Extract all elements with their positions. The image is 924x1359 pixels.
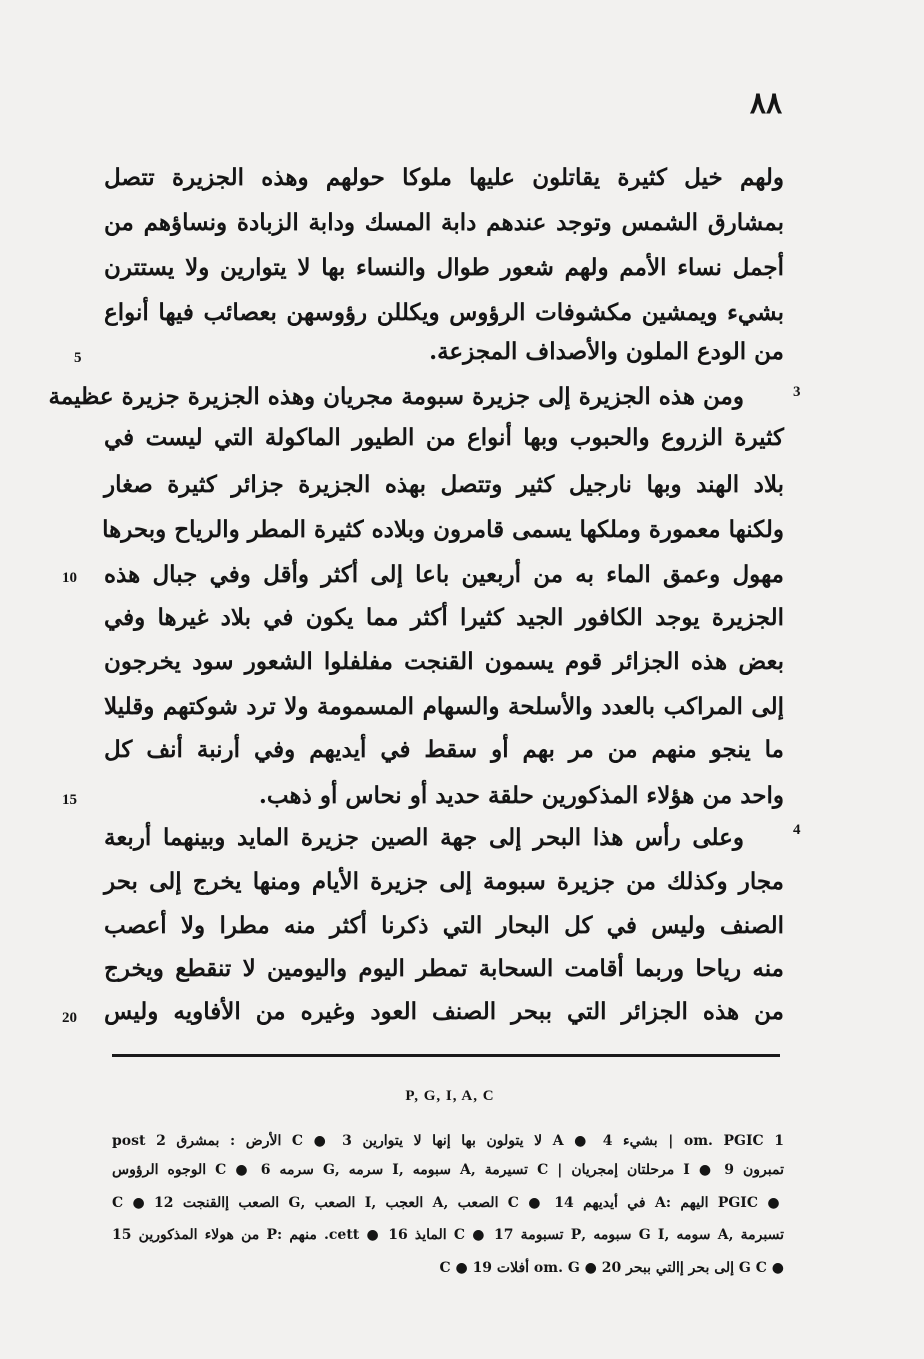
text-line: ولكنها معمورة وملكها يسمى قامرون وبلاده كثيرة المطر والرياح وبحرها: [102, 516, 784, 543]
line-number: 10: [62, 570, 77, 586]
text-line: كثيرة الزروع والحبوب وبها أنواع من الطيور الماكولة التي ليست في: [104, 424, 784, 451]
apparatus-title: P, G, I, A, C: [405, 1088, 495, 1104]
apparatus-line: ● PGIC اليهم :A في أيديهم 14 ● C الصعب ,A العجب ,I الصعب ,G الصعب إالقنجت 12 ● C: [112, 1195, 785, 1211]
text-line: مهول وعمق الماء به من أربعين باعا إلى أكثر وأقل وفي جبال هذه: [104, 561, 784, 588]
text-line: الجزيرة يوجد الكافور الجيد كثيرا أكثر مما يكون في بلاد غيرها وفي: [104, 604, 784, 631]
text-line: بشيء ويمشين مكشوفات الرؤوس ويكللن رؤوسهن بعصائب فيها أنواع: [104, 299, 784, 326]
apparatus-line: تسبرمة ,A سومه ,G I سبومه ,P تسبومة 17 ● C المايذ 16 ● cett. منهم :P من هولاء المذكورين 15: [112, 1227, 784, 1243]
line-number: 5: [74, 350, 82, 366]
apparatus-line: 1 om. PGIC | بشيء 4 ● A لا يتولون بها إنها لا يتوارين 3 ● C الأرض : بمشرق 2 post: [112, 1133, 785, 1149]
text-line: ولهم خيل كثيرة يقاتلون عليها ملوكا حولهم وهذه الجزيرة تتصل: [104, 164, 784, 191]
text-line: إلى المراكب بالعدد والأسلحة والسهام المسمومة ولا ترد شوكتهم وقليلا: [104, 693, 784, 720]
text-line: أجمل نساء الأمم ولهم شعور طوال والنساء بها لا يتوارين ولا يستترن: [104, 254, 784, 281]
text-line: واحد من هؤلاء المذكورين حلقة حديد أو نحاس أو ذهب.: [258, 782, 784, 809]
text-line: ما ينجو منهم من مر بهم أو سقط في أيديهم وفي أرنبة أنف كل: [104, 736, 784, 763]
text-line: وعلى رأس هذا البحر إلى جهة الصين جزيرة المايد وبينهما أربعة: [104, 824, 744, 851]
footnote-divider: [112, 1054, 780, 1057]
text-line: من هذه الجزائر التي ببحر الصنف العود وغيره من الأفاويه وليس: [104, 998, 784, 1025]
paragraph-number: 4: [793, 822, 801, 838]
apparatus-line: ● G C إلى بحر إالتي ببحر 20 ● om. G أفلات 19 ● C: [439, 1260, 784, 1276]
text-line: الصنف وليس في كل البحار التي ذكرنا أكثر منه مطرا ولا أعصب: [104, 912, 784, 939]
page-number: ٨٨: [749, 86, 783, 121]
paragraph-number: 3: [793, 384, 801, 400]
text-line: بعض هذه الجزائر قوم يسمون القنجت مفلفلوا الشعور سود يخرجون: [104, 648, 784, 675]
line-number: 15: [62, 792, 77, 808]
text-line: ومن هذه الجزيرة إلى جزيرة سبومة مجريان وهذه الجزيرة جزيرة عظيمة: [48, 383, 744, 410]
apparatus-line: تمبر‌ون 9 ● I مرحلتان إمجريان | C تسيرمة ,A سبومه ,I سرمه ,G سرمه 6 ● C الوجوه الرؤوس: [112, 1162, 784, 1178]
text-line: من الودع الملون والأصداف المجزعة.: [429, 338, 784, 365]
text-line: بلاد الهند وبها نارجيل كثير وتتصل بهذه الجزيرة جزائر كثيرة صغار: [104, 471, 784, 498]
line-number: 20: [62, 1010, 77, 1026]
text-line: منه رياحا وربما أقامت السحابة تمطر اليوم واليومين لا تنقطع ويخرج: [104, 955, 784, 982]
text-line: مجار وكذلك من جزيرة سبومة إلى جزيرة الأيام ومنها يخرج إلى بحر: [104, 868, 784, 895]
text-line: بمشارق الشمس وتوجد عندهم دابة المسك ودابة الزبادة ونساؤهم من: [104, 209, 784, 236]
